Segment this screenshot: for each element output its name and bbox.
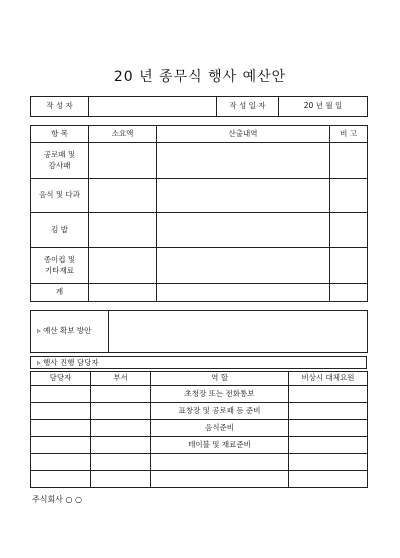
budget-note[interactable] [330, 143, 368, 179]
staff-dept[interactable] [91, 403, 151, 420]
budget-amount[interactable] [89, 143, 157, 179]
budget-plan-field[interactable] [109, 311, 368, 353]
budget-amount[interactable] [89, 248, 157, 284]
budget-header-row [31, 126, 368, 143]
staff-person[interactable] [31, 386, 91, 403]
staff-role: 테이블 및 재료준비 [151, 437, 289, 454]
staff-backup[interactable] [289, 403, 368, 420]
staff-row [31, 403, 368, 420]
staff-table [30, 371, 368, 488]
budget-note[interactable] [330, 179, 368, 213]
budget-plan-table [30, 310, 368, 353]
staff-dept[interactable] [91, 471, 151, 488]
budget-item: 종이컵 및 기타재료 [31, 248, 89, 284]
budget-row [31, 248, 368, 284]
document-title: 20 년 종무식 행사 예산안 [113, 69, 287, 85]
budget-plan-label: ▹ 예산 확보 방안 [31, 311, 109, 353]
header-detail: 산출내역 [157, 126, 330, 143]
budget-row [31, 143, 368, 179]
staff-dept[interactable] [91, 437, 151, 454]
budget-row [31, 179, 368, 213]
staff-person[interactable] [31, 437, 91, 454]
staff-person[interactable] [31, 454, 91, 471]
staff-backup[interactable] [289, 454, 368, 471]
company-footer: 주식회사 ○ ○ [32, 495, 82, 504]
budget-table [30, 125, 368, 302]
header-note: 비 고 [330, 126, 368, 143]
staff-person[interactable] [31, 403, 91, 420]
budget-note[interactable] [330, 213, 368, 248]
budget-item: 김 밥 [31, 213, 89, 248]
header-dept: 부서 [91, 372, 151, 386]
info-table [30, 96, 368, 117]
staff-section-title: ▹ 행사 진행 담당자 [30, 356, 367, 369]
budget-item: 음식 및 다과 [31, 179, 89, 213]
staff-row [31, 454, 368, 471]
budget-note[interactable] [330, 248, 368, 284]
budget-total-row [31, 284, 368, 302]
header-item: 항 목 [31, 126, 89, 143]
staff-dept[interactable] [91, 386, 151, 403]
staff-role: 초청장 또는 전화통보 [151, 386, 289, 403]
staff-backup[interactable] [289, 420, 368, 437]
staff-backup[interactable] [289, 471, 368, 488]
budget-detail[interactable] [157, 179, 330, 213]
budget-amount[interactable] [89, 179, 157, 213]
budget-total-label: 계 [31, 284, 89, 302]
staff-backup[interactable] [289, 386, 368, 403]
header-backup: 비상시 대체요원 [289, 372, 368, 386]
budget-total-note[interactable] [330, 284, 368, 302]
staff-role: 표창장 및 공로패 등 준비 [151, 403, 289, 420]
header-person: 담당자 [31, 372, 91, 386]
staff-row [31, 437, 368, 454]
header-role: 역 할 [151, 372, 289, 386]
budget-total-amount[interactable] [89, 284, 157, 302]
staff-backup[interactable] [289, 437, 368, 454]
staff-header-row [31, 372, 368, 386]
staff-role[interactable] [151, 454, 289, 471]
staff-dept[interactable] [91, 454, 151, 471]
date-label: 작 성 일 자 [217, 97, 279, 117]
budget-detail[interactable] [157, 143, 330, 179]
staff-row [31, 471, 368, 488]
author-label: 작 성 자 [31, 97, 89, 117]
budget-row [31, 213, 368, 248]
budget-amount[interactable] [89, 213, 157, 248]
budget-item: 공로패 및 감사패 [31, 143, 89, 179]
staff-role: 음식준비 [151, 420, 289, 437]
staff-role[interactable] [151, 471, 289, 488]
author-field[interactable] [89, 97, 217, 117]
staff-dept[interactable] [91, 420, 151, 437]
staff-person[interactable] [31, 471, 91, 488]
staff-row [31, 420, 368, 437]
staff-row [31, 386, 368, 403]
budget-detail[interactable] [157, 248, 330, 284]
budget-total-detail[interactable] [157, 284, 330, 302]
header-amount: 소요액 [89, 126, 157, 143]
budget-detail[interactable] [157, 213, 330, 248]
staff-person[interactable] [31, 420, 91, 437]
date-field[interactable]: 20 년 월 일 [279, 97, 368, 117]
